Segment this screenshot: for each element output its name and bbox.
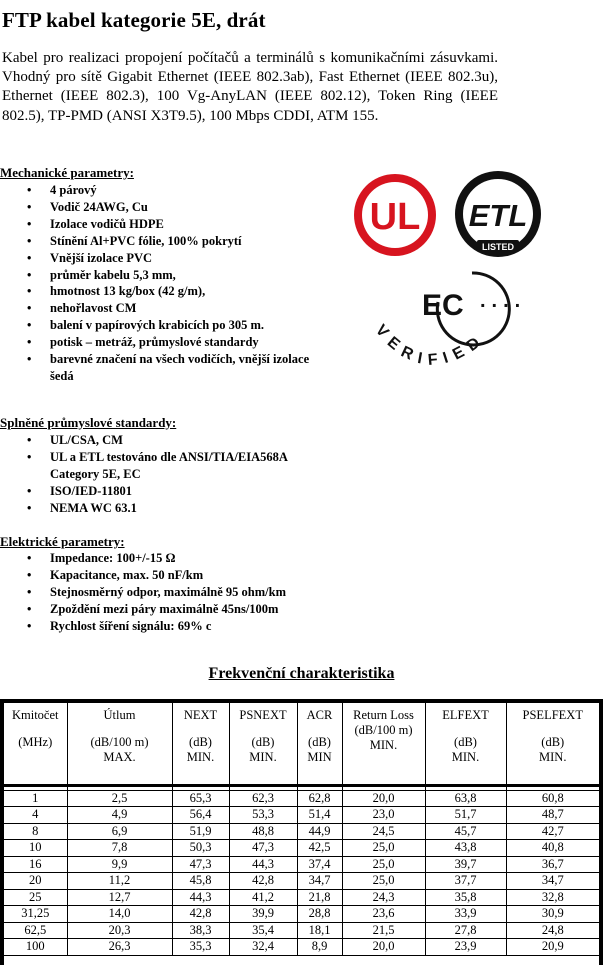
column-header-name: Útlum — [103, 708, 136, 722]
electrical-item: • Zpoždění mezi páry maximálně 45ns/100m — [0, 601, 360, 618]
table-cell: 48,8 — [229, 823, 297, 840]
table-cell: 20,0 — [342, 939, 425, 956]
table-cell: 53,3 — [229, 807, 297, 824]
table-cell: 7,8 — [67, 840, 172, 857]
column-header-unit: (MHz) — [18, 735, 53, 749]
frequency-table — [4, 703, 599, 956]
table-cell: 26,3 — [67, 939, 172, 956]
table-cell: 35,4 — [229, 922, 297, 939]
table-cell: 24,5 — [342, 823, 425, 840]
table-cell: 9,9 — [67, 856, 172, 873]
table-cell: 12,7 — [67, 889, 172, 906]
table-row — [4, 840, 599, 857]
table-cell: 56,4 — [172, 807, 229, 824]
table-cell: 16 — [4, 856, 67, 873]
table-cell: 6,9 — [67, 823, 172, 840]
table-cell: 23,0 — [342, 807, 425, 824]
table-cell: 35,8 — [425, 889, 506, 906]
electrical-list — [0, 550, 360, 635]
standards-item: • NEMA WC 63.1 — [0, 500, 330, 517]
table-cell: 34,7 — [297, 873, 342, 890]
standards-list — [0, 432, 330, 517]
table-cell: 42,7 — [506, 823, 599, 840]
electrical-item: • Rychlost šíření signálu: 69% c — [0, 618, 360, 635]
table-cell: 40,8 — [506, 840, 599, 857]
table-cell: 24,3 — [342, 889, 425, 906]
svg-text:VERIFIED: VERIFIED — [371, 321, 489, 369]
mechanical-item: • balení v papírových krabicích po 305 m. — [0, 317, 320, 334]
table-cell: 47,3 — [172, 856, 229, 873]
table-cell: 45,7 — [425, 823, 506, 840]
table-cell: 34,7 — [506, 873, 599, 890]
table-cell: 20,0 — [342, 790, 425, 807]
table-cell: 43,8 — [425, 840, 506, 857]
table-row — [4, 823, 599, 840]
standards-item: • UL/CSA, CM — [0, 432, 330, 449]
table-cell: 45,8 — [172, 873, 229, 890]
table-row — [4, 922, 599, 939]
column-header-name: PSNEXT — [239, 708, 287, 722]
table-row — [4, 873, 599, 890]
table-title: Frekvenční charakteristika — [208, 665, 395, 682]
column-header-qualifier: MIN. — [369, 738, 398, 752]
table-cell: 44,9 — [297, 823, 342, 840]
table-cell: 32,8 — [506, 889, 599, 906]
column-header-name: PSELFEXT — [522, 708, 583, 722]
table-cell: 4,9 — [67, 807, 172, 824]
table-row — [4, 856, 599, 873]
table-cell: 51,7 — [425, 807, 506, 824]
table-cell: 51,4 — [297, 807, 342, 824]
mechanical-item: • průměr kabelu 5,3 mm, — [0, 267, 320, 284]
electrical-heading: Elektrické parametry: — [0, 534, 125, 549]
standards-heading: Splněné průmyslové standardy: — [0, 415, 177, 430]
intro-paragraph: Kabel pro realizaci propojení počítačů a terminálů s komunikačními zásuvkami. Vhodný pro sítě Gigabit Ethernet (IEEE 802.3ab), Fast Ethernet (IEEE 802.3u), Ethernet (IEEE 802.3), 100 Vg-AnyLAN (IEEE 802.12), Token Ring (IEEE 802.5), TP-PMD (ANSI X3T9.5), 100 Mbps CDDI, ATM 155. — [2, 50, 498, 124]
table-cell: 62,5 — [4, 922, 67, 939]
column-header-name: Return Loss — [353, 708, 414, 722]
ul-logo — [354, 174, 436, 256]
svg-text:....: .... — [480, 290, 527, 312]
table-cell: 41,2 — [229, 889, 297, 906]
table-cell: 30,9 — [506, 906, 599, 923]
table-row — [4, 906, 599, 923]
table-cell: 20 — [4, 873, 67, 890]
column-header-name: ELFEXT — [442, 708, 489, 722]
mechanical-item: • Vnější izolace PVC — [0, 250, 320, 267]
column-header — [506, 703, 599, 785]
table-cell: 39,9 — [229, 906, 297, 923]
column-header — [425, 703, 506, 785]
table-cell: 39,7 — [425, 856, 506, 873]
column-header-name: NEXT — [183, 708, 218, 722]
mechanical-item: • Izolace vodičů HDPE — [0, 216, 320, 233]
column-header — [229, 703, 297, 785]
logos-svg — [350, 170, 550, 390]
table-cell: 35,3 — [172, 939, 229, 956]
electrical-item: • Impedance: 100+/-15 Ω — [0, 550, 360, 567]
standards-item: • ISO/IED-11801 — [0, 483, 330, 500]
mechanical-item: • Vodič 24AWG, Cu — [0, 199, 320, 216]
column-header — [172, 703, 229, 785]
table-cell: 23,9 — [425, 939, 506, 956]
column-header — [4, 703, 67, 785]
column-header-name: Kmitočet — [11, 708, 59, 722]
table-cell: 42,8 — [229, 873, 297, 890]
mechanical-list — [0, 182, 320, 385]
table-cell: 21,8 — [297, 889, 342, 906]
table-cell: 62,8 — [297, 790, 342, 807]
etl-logo — [455, 171, 541, 257]
table-cell: 51,9 — [172, 823, 229, 840]
table-cell: 24,8 — [506, 922, 599, 939]
table-cell: 47,3 — [229, 840, 297, 857]
table-cell: 23,6 — [342, 906, 425, 923]
table-cell: 25 — [4, 889, 67, 906]
table-cell: 20,3 — [67, 922, 172, 939]
svg-text:UL: UL — [369, 196, 421, 238]
column-header-qualifier: MIN. — [186, 750, 215, 764]
table-cell: 18,1 — [297, 922, 342, 939]
table-cell: 48,7 — [506, 807, 599, 824]
table-cell: 11,2 — [67, 873, 172, 890]
column-header-unit: (dB) — [189, 735, 212, 749]
column-header-unit: (dB) — [541, 735, 565, 749]
svg-text:LISTED: LISTED — [481, 242, 515, 252]
table-cell: 37,4 — [297, 856, 342, 873]
mechanical-item: • Stínění Al+PVC fólie, 100% pokrytí — [0, 233, 320, 250]
table-cell: 60,8 — [506, 790, 599, 807]
standards-item: • UL a ETL testováno dle ANSI/TIA/EIA568A Category 5E, EC — [0, 449, 330, 483]
table-cell: 42,8 — [172, 906, 229, 923]
table-row — [4, 790, 599, 807]
table-cell: 37,7 — [425, 873, 506, 890]
table-cell: 25,0 — [342, 840, 425, 857]
table-cell: 8,9 — [297, 939, 342, 956]
mechanical-heading: Mechanické parametry: — [0, 165, 134, 180]
table-cell: 25,0 — [342, 856, 425, 873]
column-header — [297, 703, 342, 785]
table-body — [4, 785, 599, 955]
page-title: FTP kabel kategorie 5E, drát — [2, 8, 266, 32]
table-cell: 44,3 — [172, 889, 229, 906]
electrical-item: • Stejnosměrný odpor, maximálně 95 ohm/km — [0, 584, 360, 601]
mechanical-item: • barevné značení na všech vodičích, vnější izolace šedá — [0, 351, 320, 385]
table-cell: 4 — [4, 807, 67, 824]
table-cell: 28,8 — [297, 906, 342, 923]
table-row — [4, 807, 599, 824]
column-header-name: ACR — [306, 708, 333, 722]
column-header-qualifier: MAX. — [103, 750, 136, 764]
svg-text:ETL: ETL — [468, 198, 528, 233]
column-header-unit: (dB) — [251, 735, 275, 749]
table-cell: 27,8 — [425, 922, 506, 939]
column-header-qualifier: MIN. — [249, 750, 277, 764]
table-cell: 25,0 — [342, 873, 425, 890]
column-header-unit: (dB/100 m) — [90, 735, 149, 749]
table-cell: 38,3 — [172, 922, 229, 939]
table-cell: 50,3 — [172, 840, 229, 857]
column-header-unit: (dB/100 m) — [354, 723, 413, 737]
column-header-qualifier: MIN. — [451, 750, 480, 764]
mechanical-item: • potisk – metráž, průmyslové standardy — [0, 334, 320, 351]
svg-text:EC: EC — [422, 289, 464, 322]
certification-logos — [350, 170, 550, 390]
table-cell: 100 — [4, 939, 67, 956]
column-header-unit: (dB) — [308, 735, 331, 749]
table-cell: 21,5 — [342, 922, 425, 939]
table-cell: 10 — [4, 840, 67, 857]
column-header-unit: (dB) — [454, 735, 477, 749]
table-cell: 44,3 — [229, 856, 297, 873]
column-header-qualifier: MIN — [307, 750, 332, 764]
table-cell: 65,3 — [172, 790, 229, 807]
column-header-qualifier: MIN. — [539, 750, 567, 764]
table-cell: 32,4 — [229, 939, 297, 956]
table-header-row — [4, 703, 599, 785]
table-cell: 62,3 — [229, 790, 297, 807]
table-row — [4, 889, 599, 906]
table-cell: 31,25 — [4, 906, 67, 923]
table-cell: 8 — [4, 823, 67, 840]
frequency-table-frame — [0, 699, 603, 965]
column-header — [342, 703, 425, 785]
table-cell: 36,7 — [506, 856, 599, 873]
table-cell: 42,5 — [297, 840, 342, 857]
electrical-item: • Kapacitance, max. 50 nF/km — [0, 567, 360, 584]
mechanical-item: • 4 párový — [0, 182, 320, 199]
column-header — [67, 703, 172, 785]
table-cell: 2,5 — [67, 790, 172, 807]
table-cell: 14,0 — [67, 906, 172, 923]
table-row — [4, 939, 599, 956]
table-cell: 20,9 — [506, 939, 599, 956]
ec-verified-logo — [372, 273, 526, 369]
table-cell: 33,9 — [425, 906, 506, 923]
mechanical-item: • nehořlavost CM — [0, 300, 320, 317]
table-cell: 1 — [4, 790, 67, 807]
mechanical-item: • hmotnost 13 kg/box (42 g/m), — [0, 283, 320, 300]
table-cell: 63,8 — [425, 790, 506, 807]
